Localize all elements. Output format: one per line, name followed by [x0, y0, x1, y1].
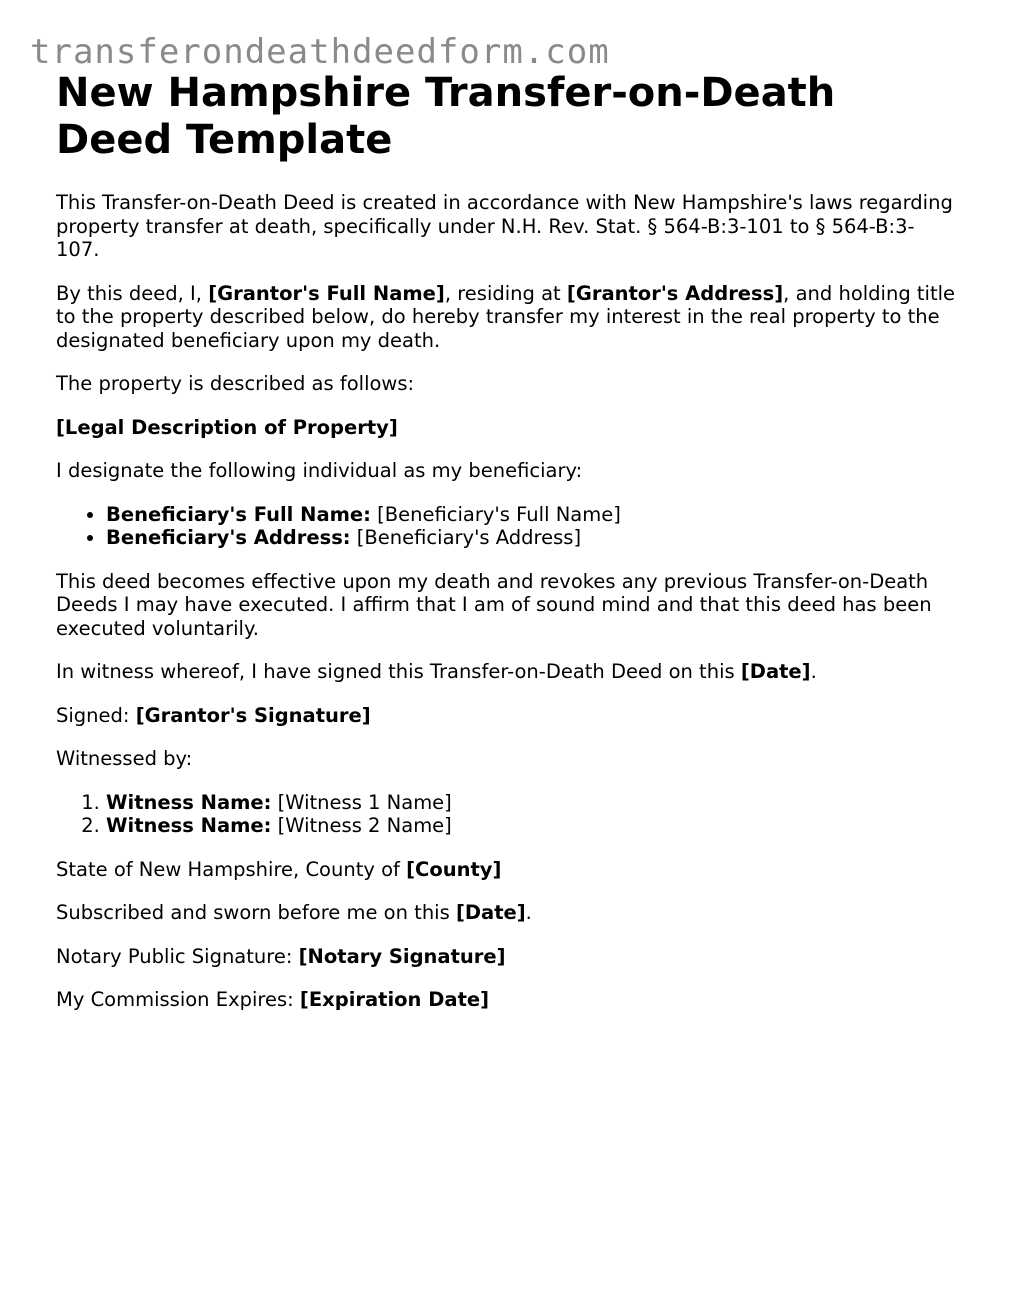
list-item	[106, 526, 956, 550]
list-item	[106, 814, 956, 838]
notary-line	[56, 945, 956, 969]
title-line-2: Deed Template	[56, 117, 393, 163]
witness-1-label: Witness Name:	[106, 790, 272, 814]
grant-prefix: By this deed, I,	[56, 281, 209, 305]
witness-2-value: [Witness 2 Name]	[271, 814, 452, 837]
sworn-prefix: Subscribed and sworn before me on this	[56, 901, 456, 924]
notary-signature-placeholder: [Notary Signature]	[298, 944, 506, 968]
grant-suffix: , and holding title to the property described below, do hereby transfer my interest in the real property to the designated beneficiary upon my death.	[56, 281, 956, 352]
legal-description	[56, 416, 956, 440]
list-item	[106, 503, 956, 527]
witness-list	[56, 791, 956, 838]
sworn-line	[56, 901, 956, 925]
commission-line	[56, 988, 956, 1012]
list-item	[106, 791, 956, 815]
beneficiary-list	[56, 503, 956, 550]
sworn-date-placeholder: [Date]	[455, 901, 526, 924]
county-placeholder: [County]	[406, 857, 502, 881]
commission-prefix: My Commission Expires:	[56, 988, 300, 1011]
grantor-address-placeholder: [Grantor's Address]	[566, 281, 784, 305]
notary-prefix: Notary Public Signature:	[56, 944, 299, 968]
site-watermark: transferondeathdeedform.com	[30, 32, 610, 72]
grantor-signature-placeholder: [Grantor's Signature]	[135, 703, 371, 727]
witness-clause-prefix: In witness whereof, I have signed this Transfer-on-Death Deed on this	[56, 660, 741, 683]
grantor-name-placeholder: [Grantor's Full Name]	[208, 281, 445, 305]
title-line-1: New Hampshire Transfer-on-Death	[56, 70, 836, 116]
beneficiary-address-value: [Beneficiary's Address]	[350, 526, 582, 549]
page-title	[56, 70, 956, 164]
property-intro: The property is described as follows:	[56, 372, 415, 395]
witness-2-label: Witness Name:	[106, 814, 272, 837]
beneficiary-intro: I designate the following individual as my beneficiary:	[56, 459, 583, 482]
grant-mid: , residing at	[444, 281, 567, 305]
beneficiary-name-value: [Beneficiary's Full Name]	[370, 502, 621, 526]
signed-line	[56, 704, 956, 728]
witnessed-by: Witnessed by:	[56, 747, 193, 770]
deed-document	[56, 70, 956, 1012]
signed-prefix: Signed:	[56, 703, 136, 727]
legal-description-placeholder: [Legal Description of Property]	[56, 415, 398, 439]
state-prefix: State of New Hampshire, County of	[56, 857, 407, 881]
expiration-date-placeholder: [Expiration Date]	[299, 988, 490, 1011]
effective-paragraph: This deed becomes effective upon my death and revokes any previous Transfer-on-Death Deeds I may have executed. I affirm that I am of sound mind and that this deed has been executed voluntarily.	[56, 569, 932, 640]
state-county-line	[56, 858, 956, 882]
sworn-suffix: .	[525, 901, 532, 924]
intro-paragraph: This Transfer-on-Death Deed is created in accordance with New Hampshire's laws regarding property transfer at death, specifically under N.H. Rev. Stat. § 564-B:3-101 to § 564-B:3-107.	[56, 191, 953, 261]
signing-date-placeholder: [Date]	[740, 660, 811, 683]
beneficiary-name-label: Beneficiary's Full Name:	[106, 502, 371, 526]
beneficiary-address-label: Beneficiary's Address:	[106, 526, 351, 549]
grant-paragraph	[56, 282, 956, 353]
witness-clause-suffix: .	[810, 660, 817, 683]
witness-clause	[56, 660, 956, 684]
witness-1-value: [Witness 1 Name]	[271, 790, 452, 814]
